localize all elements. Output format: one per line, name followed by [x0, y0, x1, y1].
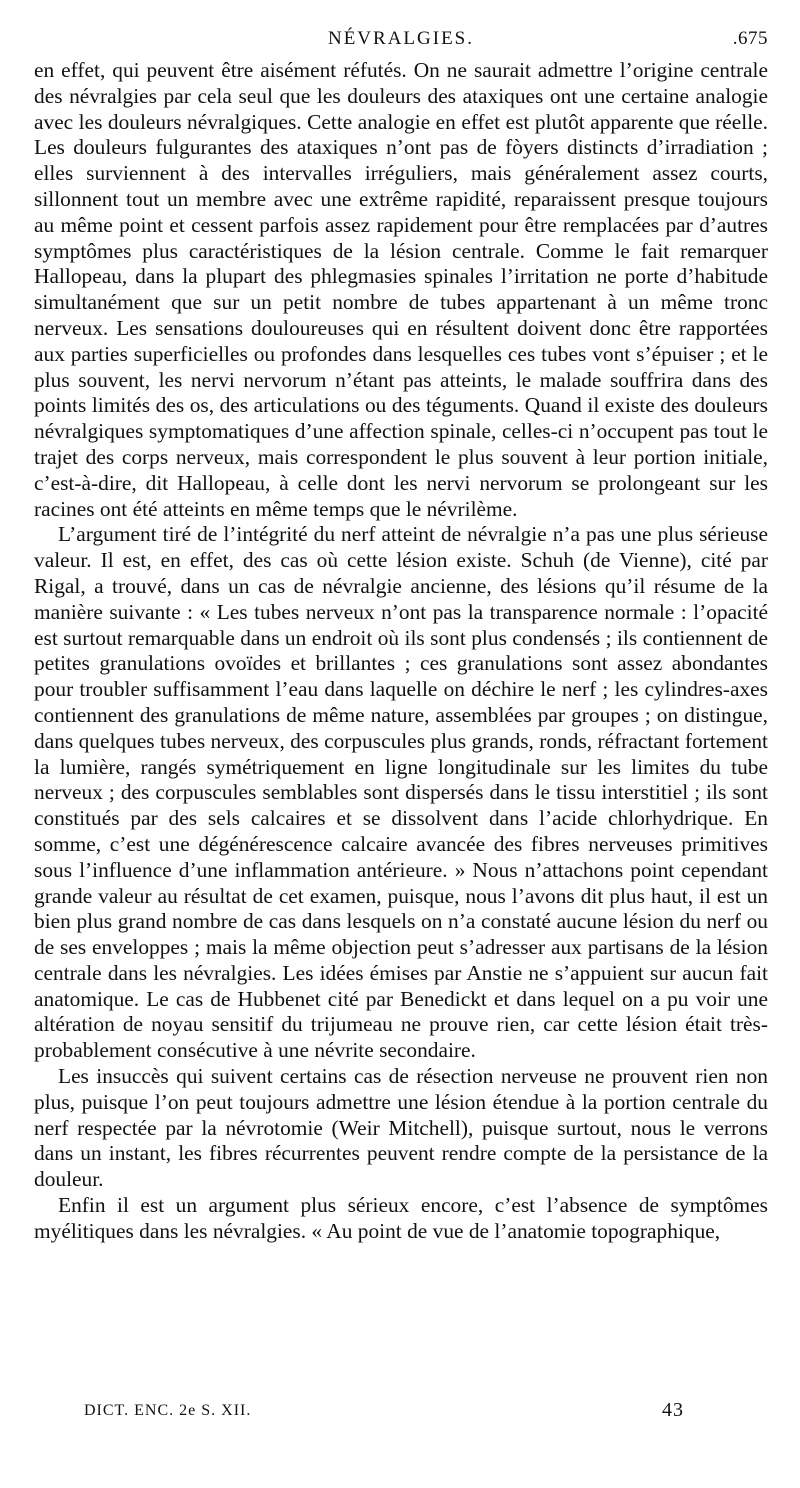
paragraph-4: Enfin il est un argument plus sérieux encore, c’est l’absence de symptômes myélitiques dans les névralgies. « Au point de vue de l’anatomie topographique,	[34, 1193, 768, 1243]
running-header	[34, 24, 768, 58]
paragraph-3: Les insuccès qui suivent certains cas de résection nerveuse ne prouvent rien non plus, puisque l’on peut toujours admettre une lésion étendue à la portion centrale du nerf respectée par la névrotomie (Weir Mitchell), puisque surtout, nous le verrons dans un instant, les fibres récurrentes peuvent rendre compte de la persistance de la douleur.	[34, 1064, 768, 1192]
sheet-number: 43	[662, 1399, 684, 1421]
page-number: .675	[732, 28, 768, 49]
page-title: NÉVRALGIES.	[327, 28, 475, 49]
body-text	[34, 58, 768, 1245]
paragraph-2: L’argument tiré de l’intégrité du nerf atteint de névralgie n’a pas une plus sérieuse valeur. Il est, en effet, des cas où cette lésion existe. Schuh (de Vienne), cité par Rigal, a trouvé, dans un cas de névralgie ancienne, des lésions qu’il résume de la manière suivante : « Les tubes nerveux n’ont pas la transparence normale : l’opacité est surtout remarquable dans un endroit où ils sont plus condensés ; ils contiennent de petites granulations ovoïdes et brillantes ; ces granulations sont assez abondantes pour troubler suffisamment l’eau dans laquelle on déchire le nerf ; les cylindres-axes contiennent des granulations de même nature, assemblées par groupes ; on distingue, dans quelques tubes nerveux, des corpuscules plus grands, ronds, réfractant fortement la lumière, rangés symétriquement en ligne longitudinale sur les limites du tube nerveux ; des corpuscules semblables sont dispersés dans le tissu interstitiel ; ils sont constitués par des sels calcaires et se dissolvent dans l’acide chlorhydrique. En somme, c’est une dégénérescence calcaire avancée des fibres nerveuses primitives sous l’influence d’une inflammation antérieure. » Nous n’attachons point cependant grande valeur au résultat de cet examen, puisque, nous l’avons dit plus haut, il est un bien plus grand nombre de cas dans lesquels on n’a constaté aucune lésion du nerf ou de ses enveloppes ; mais la même objection peut s’adresser aux partisans de la lésion centrale dans les névralgies. Les idées émises par Anstie ne s’appuient sur aucun fait anatomique. Le cas de Hubbenet cité par Benedickt et dans lequel on a pu voir une altération de noyau sensitif du trijumeau ne prouve rien, car cette lésion était très-probablement consécutive à une névrite secondaire.	[34, 522, 768, 1063]
page-footer	[84, 1399, 684, 1425]
paragraph-1: en effet, qui peuvent être aisément réfutés. On ne saurait admettre l’origine centrale des névralgies par cela seul que les douleurs des ataxiques ont une certaine analogie avec les douleurs névralgiques. Cette analogie en effet est plutôt apparente que réelle. Les douleurs fulgurantes des ataxiques n’ont pas de fòyers distincts d’irradiation ; elles surviennent à des intervalles irréguliers, mais généralement assez courts, sillonnent tout un membre avec une extrême rapidité, reparaissent presque toujours au même point et cessent parfois assez rapidement pour être remplacées par d’autres symptômes plus caractéristiques de la lésion centrale. Comme le fait remarquer Hallopeau, dans la plupart des phlegmasies spinales l’irritation ne porte d’habitude simultanément que sur un petit nombre de tubes appartenant à un même tronc nerveux. Les sensations douloureuses qui en résultent doivent donc être rapportées aux parties superficielles ou profondes dans lesquelles ces tubes vont s’épuiser ; et le plus souvent, les nervi nervorum n’étant pas atteints, le malade souffrira dans des points limités des os, des articulations ou des téguments. Quand il existe des douleurs névralgiques symptomatiques d’une affection spinale, celles-ci n’occupent pas tout le trajet des corps nerveux, mais correspondent le plus souvent à leur portion initiale, c’est-à-dire, dit Hallopeau, à celle dont les nervi nervorum se prolongeant sur les racines ont été atteints en même temps que le névrilème.	[34, 58, 768, 521]
printer-signature: DICT. ENC. 2e S. XII.	[84, 1402, 252, 1419]
document-page	[34, 24, 768, 1245]
